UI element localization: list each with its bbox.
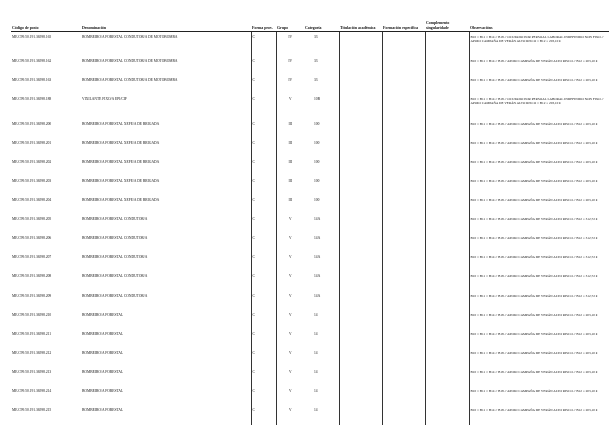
table-row — [11, 95, 609, 120]
cell-codigo: ME.C99.50.191.36598.206 — [12, 236, 52, 241]
cell-forma-prov: C — [251, 348, 276, 367]
cell-categoria: 100 — [314, 121, 320, 126]
cell-denominacion: BOMBEIRO/A FORESTAL — [82, 369, 124, 374]
cell-observaciones: B10 // B11 // B14 // B18 // APOIO CAMPAÑA DE VERÁN ALTO RISCO // B12 = 203,10 € — [469, 57, 609, 76]
cell-forma-prov: C — [251, 138, 276, 157]
cell-grupo: IV — [276, 57, 304, 76]
cell-formacion — [382, 57, 425, 76]
cell-complemento — [425, 215, 469, 234]
cell-categoria: 14A — [314, 255, 321, 260]
cell-forma-prov: C — [251, 76, 276, 95]
cell-denominacion: BOMBEIRO/A FORESTAL XEFE/A DE BRIGADA — [82, 121, 160, 126]
cell-observaciones: B10 // B11 // B14 // B18 // APOIO CAMPAÑA DE VERÁN ALTO RISCO // B12 = 203,10 € — [469, 176, 609, 195]
cell-categoria: 33 — [314, 34, 318, 39]
cell-categoria: 14 — [314, 408, 318, 413]
cell-categoria: 14 — [314, 312, 318, 317]
header-grupo: Grupo — [276, 14, 304, 32]
cell-denominacion: VIXILANTE FIXO/A EPI/CIF — [82, 97, 127, 102]
cell-titulacion — [339, 329, 382, 348]
cell-complemento — [425, 387, 469, 406]
cell-observaciones: B10 // B11 // B14 // B18 // APOIO CAMPAÑA DE VERÁN ALTO RISCO // B12 = 312,72 € — [469, 291, 609, 310]
cell-codigo: ME.C99.50.191.36598.210 — [12, 312, 52, 317]
cell-complemento — [425, 272, 469, 291]
cell-codigo: ME.C99.50.191.36598.201 — [12, 140, 52, 145]
cell-titulacion — [339, 176, 382, 195]
cell-codigo: ME.C99.50.191.36598.202 — [12, 159, 52, 164]
table-row — [11, 406, 609, 425]
cell-denominacion: BOMBEIRO/A FORESTAL XEFE/A DE BRIGADA — [82, 159, 160, 164]
cell-titulacion — [339, 215, 382, 234]
cell-titulacion — [339, 253, 382, 272]
table-row — [11, 138, 609, 157]
cell-codigo: ME.C99.50.191.36598.165 — [12, 34, 52, 39]
cell-observaciones: B10 // B11 // B14 // B18 // APOIO CAMPAÑA DE VERÁN ALTO RISCO // B12 = 203,10 € — [469, 348, 609, 367]
cell-codigo: ME.C99.50.191.36598.207 — [12, 255, 52, 260]
cell-grupo: V — [276, 406, 304, 425]
table-row — [11, 310, 609, 329]
table-row — [11, 291, 609, 310]
cell-observaciones: B10 // B11 // B14 // B18 // APOIO CAMPAÑA DE VERÁN ALTO RISCO // B12 = 312,72 € — [469, 253, 609, 272]
cell-formacion — [382, 272, 425, 291]
cell-forma-prov: C — [251, 157, 276, 176]
cell-formacion — [382, 387, 425, 406]
table-row — [11, 329, 609, 348]
cell-grupo: V — [276, 329, 304, 348]
table-row — [11, 157, 609, 176]
cell-formacion — [382, 329, 425, 348]
cell-forma-prov: C — [251, 32, 276, 57]
cell-grupo: V — [276, 234, 304, 253]
cell-titulacion — [339, 196, 382, 215]
cell-denominacion: BOMBEIRO/A FORESTAL CONDUTOR/A DE MOTOBOMBA — [82, 78, 178, 83]
cell-grupo: IV — [276, 76, 304, 95]
cell-observaciones: B10 // B11 // B14 // B18 // APOIO CAMPAÑA DE VERÁN ALTO RISCO // B12 = 203,10 € — [469, 329, 609, 348]
cell-titulacion — [339, 95, 382, 120]
cell-grupo: V — [276, 272, 304, 291]
cell-complemento — [425, 95, 469, 120]
cell-complemento — [425, 196, 469, 215]
cell-categoria: 14A — [314, 236, 321, 241]
posts-table — [11, 14, 609, 425]
cell-categoria: 100 — [314, 178, 320, 183]
cell-categoria: 33 — [314, 59, 318, 63]
table-row — [11, 57, 609, 76]
cell-titulacion — [339, 348, 382, 367]
cell-codigo: ME.C99.50.191.36598.203 — [12, 178, 52, 183]
cell-denominacion: BOMBEIRO/A FORESTAL CONDUTOR/A DE MOTOBOMBA — [82, 59, 178, 63]
cell-observaciones: B10 // B11 // B14 // B18 // APOIO CAMPAÑA DE VERÁN ALTO RISCO // B12 = 203,10 € — [469, 157, 609, 176]
table-row — [11, 196, 609, 215]
cell-formacion — [382, 196, 425, 215]
cell-denominacion: BOMBEIRO/A FORESTAL — [82, 350, 124, 355]
cell-complemento — [425, 57, 469, 76]
cell-complemento — [425, 119, 469, 138]
cell-denominacion: BOMBEIRO/A FORESTAL XEFE/A DE BRIGADA — [82, 198, 160, 203]
table-row — [11, 32, 609, 57]
cell-observaciones: B10 // B11 // B14 // B18 // OCUPADO POR PERSOAL LABORAL INDEFINIDO NON FIXO // APOIO CAMPAÑA DE VERÁN ALTO RISCO // B12 = 203,10 € — [469, 32, 609, 57]
cell-codigo: ME.C99.50.191.36598.204 — [12, 198, 52, 203]
cell-titulacion — [339, 76, 382, 95]
cell-titulacion — [339, 367, 382, 386]
cell-forma-prov: C — [251, 119, 276, 138]
cell-grupo: V — [276, 310, 304, 329]
cell-observaciones: B10 // B11 // B14 // B18 // APOIO CAMPAÑA DE VERÁN ALTO RISCO // B12 = 312,72 € — [469, 234, 609, 253]
table-row — [11, 387, 609, 406]
cell-titulacion — [339, 138, 382, 157]
cell-complemento — [425, 176, 469, 195]
table-row — [11, 215, 609, 234]
cell-grupo: V — [276, 95, 304, 120]
cell-codigo: ME.C99.50.191.36598.212 — [12, 350, 52, 355]
cell-forma-prov: C — [251, 291, 276, 310]
header-titulacion: Titulación académica — [339, 14, 382, 32]
cell-categoria: 14 — [314, 389, 318, 393]
cell-observaciones: B10 // B11 // B14 // B18 // APOIO CAMPAÑA DE VERÁN ALTO RISCO // B12 = 203,10 € — [469, 367, 609, 386]
cell-formacion — [382, 310, 425, 329]
cell-titulacion — [339, 387, 382, 406]
cell-denominacion: BOMBEIRO/A FORESTAL — [82, 408, 124, 413]
cell-complemento — [425, 310, 469, 329]
cell-complemento — [425, 406, 469, 425]
cell-categoria: 100 — [314, 159, 320, 164]
cell-complemento — [425, 329, 469, 348]
cell-grupo: III — [276, 157, 304, 176]
cell-formacion — [382, 76, 425, 95]
table-body — [11, 32, 609, 425]
header-observaciones: Observacións — [469, 14, 609, 32]
cell-codigo: ME.C99.50.191.36598.205 — [12, 217, 52, 222]
cell-grupo: III — [276, 138, 304, 157]
cell-forma-prov: C — [251, 176, 276, 195]
table-row — [11, 272, 609, 291]
cell-categoria: 100 — [314, 198, 320, 203]
cell-complemento — [425, 138, 469, 157]
cell-formacion — [382, 215, 425, 234]
cell-denominacion: BOMBEIRO/A FORESTAL CONDUTOR/A — [82, 274, 148, 279]
cell-grupo: III — [276, 176, 304, 195]
cell-categoria: 14 — [314, 350, 318, 355]
cell-grupo: V — [276, 348, 304, 367]
header-denominacion: Denominación — [81, 14, 251, 32]
cell-codigo: ME.C99.50.191.36598.200 — [12, 121, 52, 126]
cell-denominacion: BOMBEIRO/A FORESTAL — [82, 312, 124, 317]
cell-denominacion: BOMBEIRO/A FORESTAL CONDUTOR/A — [82, 236, 148, 241]
cell-denominacion: BOMBEIRO/A FORESTAL CONDUTOR/A — [82, 293, 148, 298]
cell-categoria: 14 — [314, 369, 318, 374]
cell-categoria: 100 — [314, 140, 320, 145]
header-formacion: Formación específica — [382, 14, 425, 32]
cell-codigo: ME.C99.50.191.36598.214 — [12, 389, 52, 393]
cell-titulacion — [339, 157, 382, 176]
cell-formacion — [382, 176, 425, 195]
cell-formacion — [382, 406, 425, 425]
cell-forma-prov: C — [251, 387, 276, 406]
header-forma-prov: Forma prov. — [251, 14, 276, 32]
cell-codigo: ME.C99.50.191.36598.209 — [12, 293, 52, 298]
cell-complemento — [425, 76, 469, 95]
cell-forma-prov: C — [251, 253, 276, 272]
cell-complemento — [425, 32, 469, 57]
cell-denominacion: BOMBEIRO/A FORESTAL XEFE/A DE BRIGADA — [82, 178, 160, 183]
cell-codigo: ME.C99.50.191.36598.211 — [12, 331, 52, 336]
cell-complemento — [425, 367, 469, 386]
cell-grupo: V — [276, 387, 304, 406]
cell-forma-prov: C — [251, 215, 276, 234]
cell-categoria: 14 — [314, 331, 318, 336]
cell-grupo: V — [276, 367, 304, 386]
table-row — [11, 76, 609, 95]
cell-grupo: IV — [276, 32, 304, 57]
cell-codigo: ME.C99.50.191.36598.163 — [12, 78, 52, 83]
table-header-row — [11, 14, 609, 32]
cell-observaciones: B10 // B11 // B14 // B18 // APOIO CAMPAÑA DE VERÁN ALTO RISCO // B12 = 203,10 € — [469, 76, 609, 95]
cell-denominacion: BOMBEIRO/A FORESTAL CONDUTOR/A — [82, 217, 148, 222]
cell-complemento — [425, 253, 469, 272]
cell-codigo: ME.C99.50.191.36598.208 — [12, 274, 52, 279]
table-row — [11, 176, 609, 195]
cell-forma-prov: C — [251, 367, 276, 386]
cell-forma-prov: C — [251, 234, 276, 253]
cell-observaciones: B10 // B11 // B14 // B18 // APOIO CAMPAÑA DE VERÁN ALTO RISCO // B12 = 312,72 € — [469, 272, 609, 291]
table-row — [11, 234, 609, 253]
cell-observaciones: B10 // B11 // B14 // B18 // APOIO CAMPAÑA DE VERÁN ALTO RISCO // B12 = 203,10 € — [469, 138, 609, 157]
cell-observaciones: B10 // B11 // B14 // B18 // APOIO CAMPAÑA DE VERÁN ALTO RISCO // B12 = 203,10 € — [469, 196, 609, 215]
cell-titulacion — [339, 119, 382, 138]
cell-denominacion: BOMBEIRO/A FORESTAL — [82, 389, 124, 393]
cell-denominacion: BOMBEIRO/A FORESTAL — [82, 331, 124, 336]
cell-titulacion — [339, 310, 382, 329]
cell-titulacion — [339, 272, 382, 291]
cell-denominacion: BOMBEIRO/A FORESTAL CONDUTOR/A DE MOTOBOMBA — [82, 34, 178, 39]
cell-forma-prov: C — [251, 406, 276, 425]
cell-formacion — [382, 95, 425, 120]
table-row — [11, 348, 609, 367]
cell-formacion — [382, 32, 425, 57]
cell-forma-prov: C — [251, 196, 276, 215]
cell-categoria: 33 — [314, 78, 318, 83]
cell-observaciones: B10 // B11 // B14 // B18 // APOIO CAMPAÑA DE VERÁN ALTO RISCO // B12 = 203,10 € — [469, 310, 609, 329]
cell-grupo: V — [276, 215, 304, 234]
cell-grupo: V — [276, 253, 304, 272]
cell-titulacion — [339, 32, 382, 57]
cell-grupo: III — [276, 196, 304, 215]
cell-formacion — [382, 119, 425, 138]
cell-formacion — [382, 253, 425, 272]
cell-codigo: ME.C99.50.191.36598.188 — [12, 97, 52, 102]
cell-categoria: 14A — [314, 293, 321, 298]
cell-categoria: 14A — [314, 274, 321, 279]
cell-forma-prov: C — [251, 95, 276, 120]
cell-grupo: III — [276, 119, 304, 138]
cell-formacion — [382, 138, 425, 157]
cell-observaciones: B10 // B11 // B14 // B18 // APOIO CAMPAÑA DE VERÁN ALTO RISCO // B12 = 203,10 € — [469, 119, 609, 138]
cell-observaciones: B10 // B11 // B14 // B18 // OCUPADO POR PERSOAL LABORAL INDEFINIDO NON FIXO // APOIO CAMPAÑA DE VERÁN ALTO RISCO // B12 = 203,10 € — [469, 95, 609, 120]
cell-denominacion: BOMBEIRO/A FORESTAL CONDUTOR/A — [82, 255, 148, 260]
cell-forma-prov: C — [251, 272, 276, 291]
cell-observaciones: B10 // B11 // B14 // B18 // APOIO CAMPAÑA DE VERÁN ALTO RISCO // B12 = 312,72 € — [469, 215, 609, 234]
header-complemento: Complemento singularidade — [425, 14, 469, 32]
cell-codigo: ME.C99.50.191.36598.213 — [12, 369, 52, 374]
cell-observaciones: B10 // B11 // B14 // B18 // APOIO CAMPAÑA DE VERÁN ALTO RISCO // B12 = 203,10 € — [469, 387, 609, 406]
cell-categoria: 14A — [314, 217, 321, 222]
cell-observaciones: B10 // B11 // B14 // B18 // APOIO CAMPAÑA DE VERÁN ALTO RISCO // B12 = 203,10 € — [469, 406, 609, 425]
cell-formacion — [382, 367, 425, 386]
table-row — [11, 119, 609, 138]
cell-denominacion: BOMBEIRO/A FORESTAL XEFE/A DE BRIGADA — [82, 140, 160, 145]
cell-titulacion — [339, 406, 382, 425]
header-categoria: Categoría — [304, 14, 339, 32]
cell-forma-prov: C — [251, 329, 276, 348]
cell-categoria: 10B — [314, 97, 320, 102]
cell-titulacion — [339, 57, 382, 76]
cell-codigo: ME.C99.50.191.36598.215 — [12, 408, 52, 413]
cell-forma-prov: C — [251, 57, 276, 76]
table-row — [11, 367, 609, 386]
cell-titulacion — [339, 234, 382, 253]
cell-complemento — [425, 157, 469, 176]
cell-grupo: V — [276, 291, 304, 310]
cell-codigo: ME.C99.50.191.36598.162 — [12, 59, 52, 63]
cell-complemento — [425, 348, 469, 367]
header-codigo: Código de posto — [11, 14, 81, 32]
table-row — [11, 253, 609, 272]
cell-formacion — [382, 291, 425, 310]
cell-formacion — [382, 234, 425, 253]
cell-forma-prov: C — [251, 310, 276, 329]
cell-complemento — [425, 234, 469, 253]
cell-titulacion — [339, 291, 382, 310]
cell-complemento — [425, 291, 469, 310]
cell-formacion — [382, 157, 425, 176]
cell-formacion — [382, 348, 425, 367]
